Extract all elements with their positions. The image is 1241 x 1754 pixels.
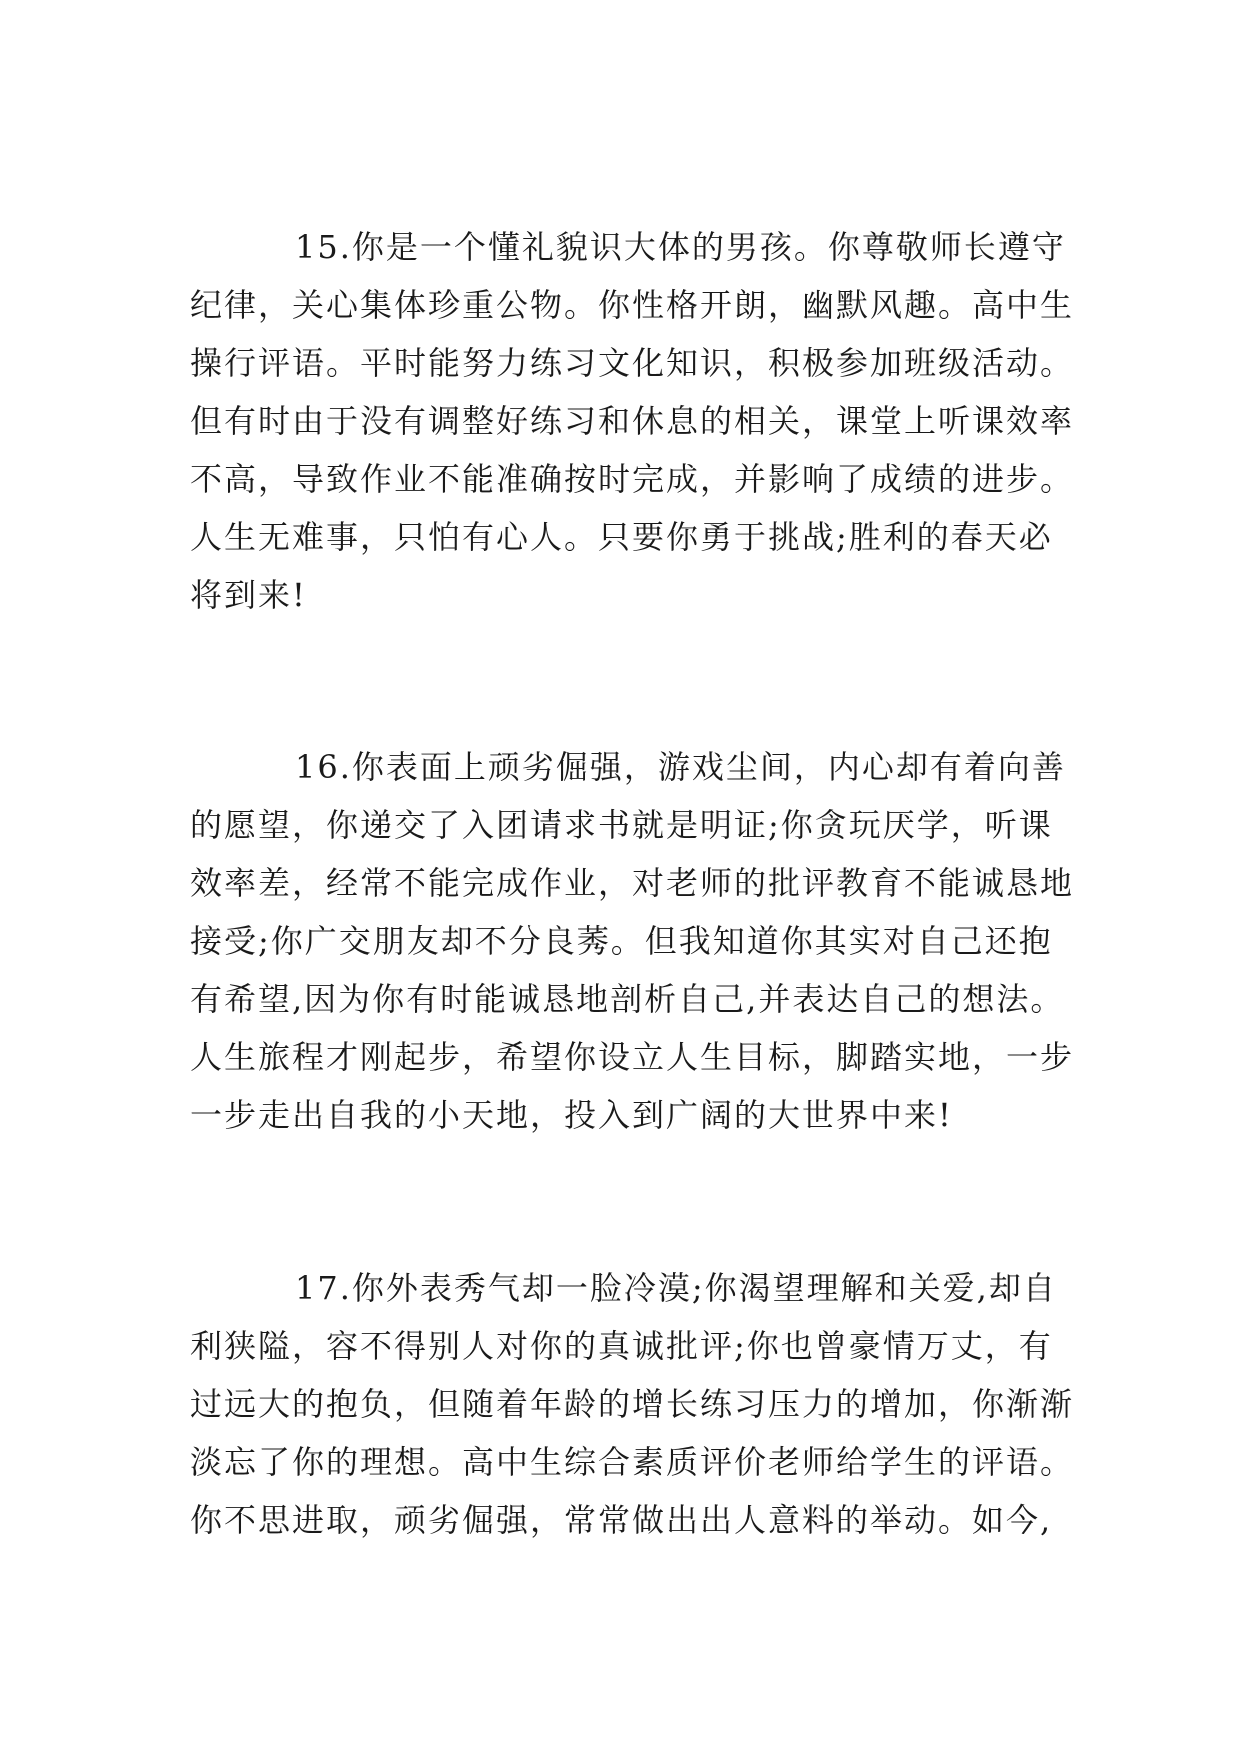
paragraph-line: 淡忘了你的理想。高中生综合素质评价老师给学生的评语。	[190, 1443, 1075, 1481]
comment-paragraph-17	[190, 1259, 1075, 1549]
paragraph-line: 17.你外表秀气却一脸冷漠;你渴望理解和关爱,却自	[295, 1269, 1057, 1307]
paragraph-line: 不高，导致作业不能准确按时完成，并影响了成绩的进步。	[190, 460, 1075, 498]
paragraph-line: 一步走出自我的小天地，投入到广阔的大世界中来!	[190, 1096, 953, 1134]
paragraph-line: 过远大的抱负，但随着年龄的增长练习压力的增加，你渐渐	[190, 1385, 1075, 1423]
paragraph-line: 纪律，关心集体珍重公物。你性格开朗，幽默风趣。高中生	[190, 286, 1075, 324]
paragraph-line: 效率差，经常不能完成作业，对老师的批评教育不能诚恳地	[190, 864, 1075, 902]
paragraph-line: 将到来!	[190, 576, 307, 614]
comment-paragraph-16	[190, 738, 1075, 1144]
paragraph-line: 15.你是一个懂礼貌识大体的男孩。你尊敬师长遵守	[295, 228, 1066, 266]
paragraph-line: 人生旅程才刚起步，希望你设立人生目标，脚踏实地，一步	[190, 1038, 1075, 1076]
paragraph-line: 操行评语。平时能努力练习文化知识，积极参加班级活动。	[190, 344, 1075, 382]
paragraph-line: 16.你表面上顽劣倔强，游戏尘间，内心却有着向善	[295, 748, 1066, 786]
paragraph-line: 你不思进取，顽劣倔强，常常做出出人意料的举动。如今,	[190, 1501, 1053, 1539]
comment-paragraph-15	[190, 218, 1075, 624]
paragraph-line: 接受;你广交朋友却不分良莠。但我知道你其实对自己还抱	[190, 922, 1053, 960]
paragraph-line: 利狭隘，容不得别人对你的真诚批评;你也曾豪情万丈，有	[190, 1327, 1053, 1365]
paragraph-line: 有希望,因为你有时能诚恳地剖析自己,并表达自己的想法。	[190, 980, 1065, 1018]
paragraph-line: 的愿望，你递交了入团请求书就是明证;你贪玩厌学，听课	[190, 806, 1053, 844]
paragraph-line: 人生无难事，只怕有心人。只要你勇于挑战;胜利的春天必	[190, 518, 1053, 556]
paragraph-line: 但有时由于没有调整好练习和休息的相关，课堂上听课效率	[190, 402, 1075, 440]
